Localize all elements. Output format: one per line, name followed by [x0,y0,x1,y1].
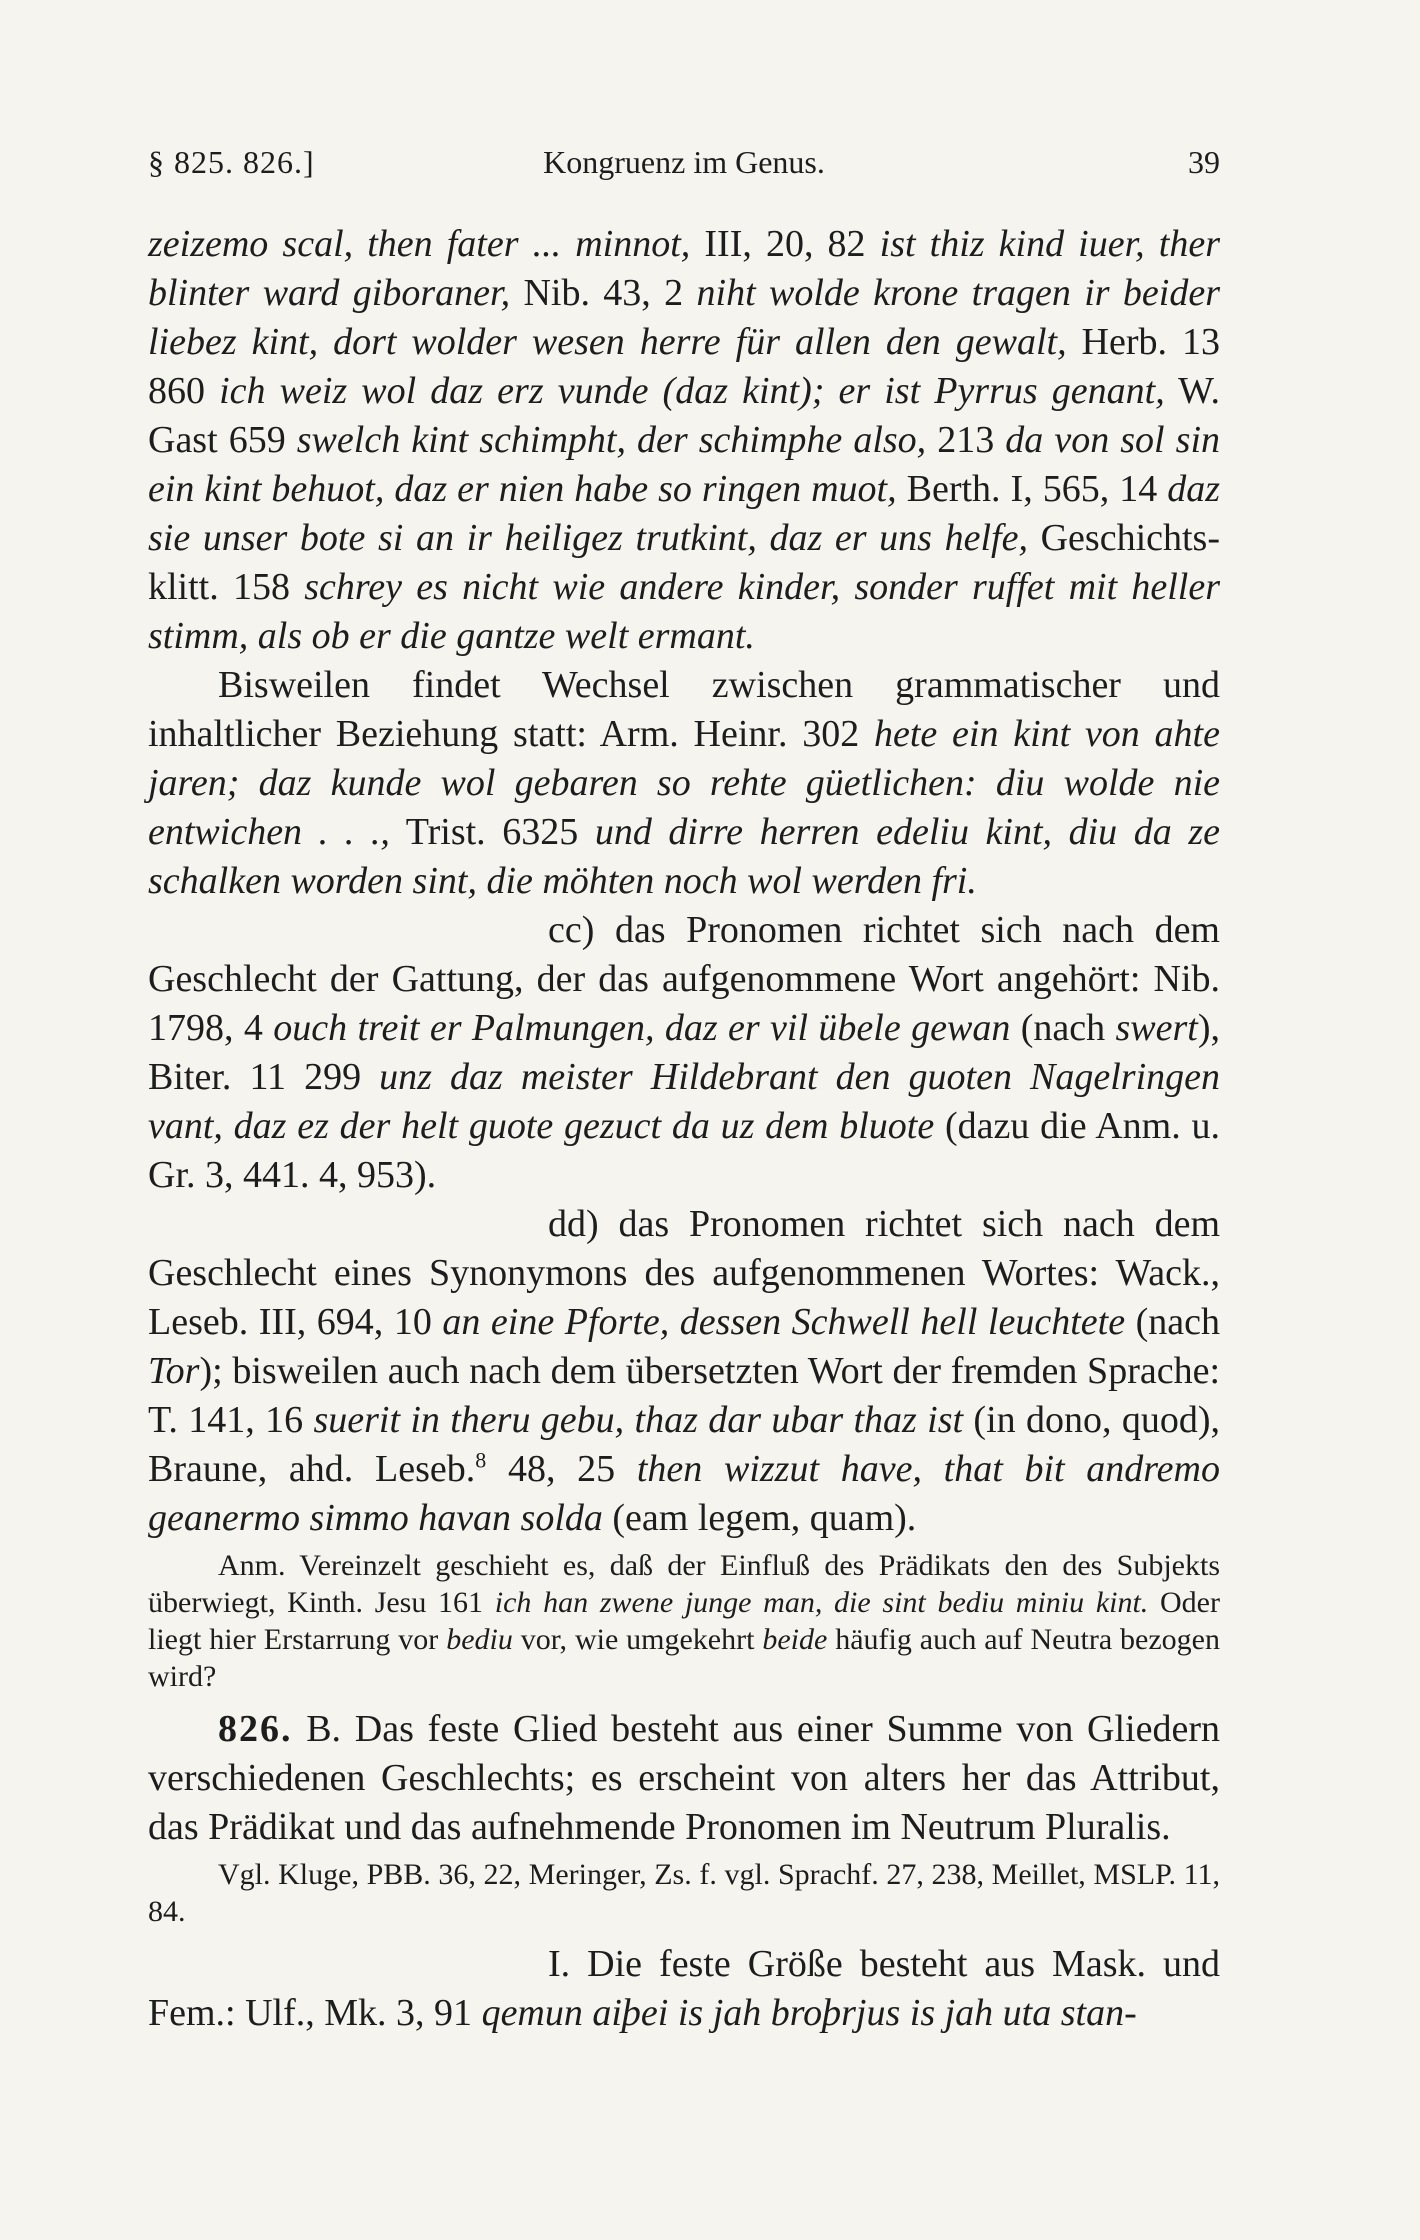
text-run: Anm. Vereinzelt geschieht es, daß der Einfluß des Prädikats den des Subjekts überwiegt, Kinth. Jesu 161 [148,1549,1220,1619]
citation: 213 [926,419,1006,461]
quote: hete ein kint von ahte jaren; daz kunde wol gebaren so rehte güetlichen: diu wolde nie entwichen . . ., [148,713,1220,853]
quote: ouch treit er Palmungen, daz er vil übele gewan [273,1007,1011,1049]
text-run: I. Die feste Größe besteht aus Mask. und Fem.: Ulf., Mk. 3, 91 [148,1943,1220,2034]
citation: ), Biter. 11 299 [148,1007,1221,1098]
text-run: Oder liegt hier Erstarrung vor [148,1586,1220,1656]
citation: 48, 25 [486,1448,637,1490]
text-run: (nach [1125,1301,1220,1343]
quote: schrey es nicht wie andere kinder, sonder ruffet mit heller stimm, als ob er die gantze welt ermant. [148,566,1221,657]
paragraph-826 [148,1705,1220,1852]
citation: Trist. 6325 [389,811,595,853]
text-run: Vgl. Kluge, PBB. 36, 22, Meringer, Zs. f. vgl. Sprachf. 27, 238, Meillet, MSLP. 11, 84. [148,1858,1220,1928]
quote: da von sol sin ein kint behuot, daz er nien habe so ringen muot, [148,419,1220,510]
body-text [148,220,1220,2038]
quote: suerit in theru gebu, thaz dar ubar thaz ist [313,1399,964,1441]
page-number: 39 [1188,144,1220,180]
quote: und dirre herren edeliu kint, diu da ze schalken worden sint, die möhten noch wol werden fri. [148,811,1220,902]
paragraph-wechsel [148,661,1220,906]
quote: niht wolde krone tragen ir beider liebez kint, dort wolder wesen herre für allen den gewalt, [148,272,1221,363]
running-title: Kongruenz im Genus. [543,144,825,180]
text-run: Bisweilen findet Wechsel zwischen grammatischer und inhaltlicher Beziehung statt: Arm. Heinr. 302 [148,664,1220,755]
text-run: ); bisweilen auch nach dem übersetzten Wort der fremden Sprache: T. 141, 16 [148,1350,1220,1441]
reference-note [148,1856,1220,1930]
citation: Geschichts-klitt. 158 [148,517,1220,608]
quote: then wizzut have, that bit andremo geanermo simmo havan solda [148,1448,1220,1539]
citation: Nib. 43, 2 [510,272,697,314]
quote: ich weiz wol daz erz vunde (daz kint); er ist Pyrrus genant, [219,370,1165,412]
quote: an eine Pforte, dessen Schwell hell leuchtete [442,1301,1126,1343]
text-run: (nach [1010,1007,1116,1049]
citation: Berth. I, 565, 14 [896,468,1168,510]
section-reference: § 825. 826.] [148,144,315,180]
annotation-note [148,1547,1220,1695]
text-run: cc) das Pronomen richtet sich nach dem Geschlecht der Gattung, der das aufgenommene Wort angehört: Nib. 1798, 4 [148,909,1220,1049]
running-header [148,140,1220,184]
quote: Tor [148,1350,200,1392]
quote: zeizemo scal, then fater ... minnot, [148,223,691,265]
quote: daz sie unser bote si an ir heiligez trutkint, daz er uns helfe, [148,468,1221,559]
paragraph-continuation [148,220,1220,661]
text-run: (eam legem, quam). [602,1497,917,1539]
quote: swelch kint schimpht, der schimphe also, [296,419,927,461]
text-run: B. Das feste Glied besteht aus einer Summe von Gliedern verschiedenen Geschlechts; es erscheint von alters her das Attribut, das Prädikat und das aufnehmende Pronomen im Neutrum Pluralis. [148,1708,1220,1848]
text-run: dd) das Pronomen richtet sich nach dem Geschlecht eines Synonymons des aufgenommenen Wortes: Wack., Leseb. III, 694, 10 [148,1203,1220,1343]
paragraph-i [148,1940,1220,2038]
quote: unz daz meister Hildebrant den guoten Nagelringen vant, daz ez der helt guote gezuct da uz dem bluote [148,1056,1220,1147]
quote: ich han zwene junge man, die sint bediu miniu kint. [494,1586,1149,1619]
quote: swert [1115,1007,1198,1049]
citation: W. Gast 659 [148,370,1220,461]
spacer [148,1930,1220,1940]
text-run: (in dono, quod), Braune, ahd. Leseb. [148,1399,1220,1490]
citation: Herb. 13 860 [148,321,1220,412]
quote: bediu [446,1623,513,1656]
text-run: häufig auch auf Neutra bezogen wird? [148,1623,1220,1693]
edition-superscript: 8 [475,1447,487,1473]
section-number: 826. [218,1708,293,1750]
paragraph-cc [148,906,1220,1200]
quote: ist thiz kind iuer, ther blinter ward giboraner, [148,223,1220,314]
text-run: vor, wie umgekehrt [512,1623,763,1656]
quote: qemun aiþei is jah broþrjus is jah uta stan- [481,1992,1137,2034]
citation: III, 20, 82 [690,223,880,265]
spacer [148,1695,1220,1705]
text-run: (dazu die Anm. u. Gr. 3, 441. 4, 953). [148,1105,1220,1196]
paragraph-dd [148,1200,1220,1543]
quote: beide [762,1623,828,1656]
